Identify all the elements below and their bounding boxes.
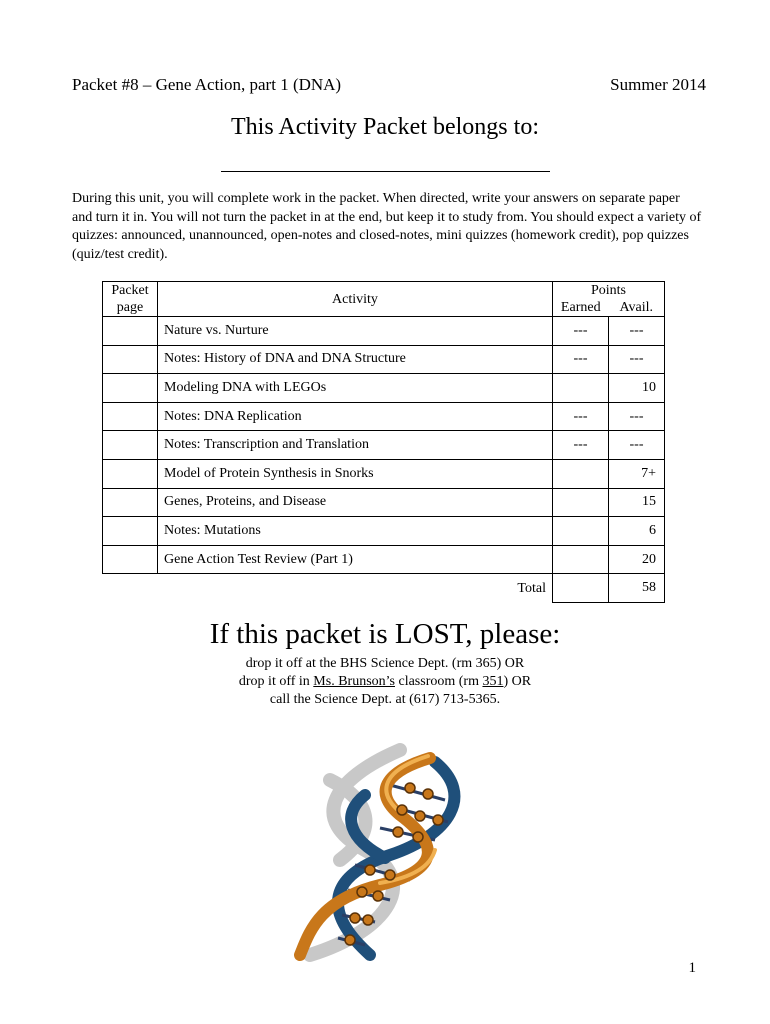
packet-page-cell[interactable] [103, 459, 158, 488]
activity-name: Model of Protein Synthesis in Snorks [158, 459, 553, 488]
dna-double-helix-icon [270, 740, 500, 980]
activity-name: Notes: Transcription and Translation [158, 431, 553, 460]
activity-name: Genes, Proteins, and Disease [158, 488, 553, 517]
teacher-name: Ms. Brunson’s [313, 674, 395, 689]
header-packet-title: Packet #8 – Gene Action, part 1 (DNA) [72, 75, 342, 94]
lost-line-2-mid: classroom (rm [394, 674, 483, 689]
activity-header: Activity [158, 282, 553, 317]
activity-name: Nature vs. Nurture [158, 317, 553, 346]
room-number: 351 [482, 674, 504, 689]
lost-line-2-post: ) OR [503, 674, 532, 689]
lost-title: If this packet is LOST, please: [209, 618, 561, 650]
intro-paragraph: During this unit, you will complete work in the packet. When directed, write your answers on separate paper and turn it in. You will not turn the packet in at the end, but keep it to study from. You should expect a variety of quizzes: announced, unannounced, open-notes and closed-notes, mini quizzes (homework credit), pop quizzes (quiz/test credit). [72, 191, 702, 262]
activity-row [103, 345, 665, 374]
packet-page-header-line1: Packet [111, 283, 149, 298]
packet-page-cell[interactable] [103, 345, 158, 374]
total-avail: 58 [609, 574, 665, 603]
lost-line-2 [0, 673, 770, 691]
earned-points[interactable] [553, 545, 609, 574]
total-row [103, 574, 665, 603]
available-points: 15 [609, 488, 665, 517]
earned-points: --- [553, 402, 609, 431]
packet-page-header-line2: page [116, 300, 144, 315]
available-points: --- [609, 402, 665, 431]
activity-name: Notes: History of DNA and DNA Structure [158, 345, 553, 374]
activity-row [103, 545, 665, 574]
points-header: Points [553, 282, 665, 300]
packet-page-cell[interactable] [103, 545, 158, 574]
earned-header: Earned [553, 299, 609, 317]
owner-name-line [221, 171, 550, 172]
activity-row [103, 374, 665, 403]
available-points: 7+ [609, 459, 665, 488]
page-number: 1 [688, 960, 696, 976]
packet-page-header [103, 282, 158, 317]
lost-line-2-pre: drop it off in [238, 674, 314, 689]
earned-points: --- [553, 345, 609, 374]
total-spacer [103, 574, 158, 603]
earned-points: --- [553, 431, 609, 460]
available-points: --- [609, 345, 665, 374]
activity-name: Notes: Mutations [158, 517, 553, 546]
available-points: --- [609, 317, 665, 346]
earned-points[interactable] [553, 488, 609, 517]
activity-row [103, 402, 665, 431]
packet-page-cell[interactable] [103, 488, 158, 517]
activity-name: Notes: DNA Replication [158, 402, 553, 431]
packet-page-cell[interactable] [103, 402, 158, 431]
available-points: 10 [609, 374, 665, 403]
activity-row [103, 517, 665, 546]
packet-page-cell[interactable] [103, 374, 158, 403]
page-title: This Activity Packet belongs to: [231, 114, 539, 140]
lost-line-1: drop it off at the BHS Science Dept. (rm 365) OR [245, 656, 525, 671]
available-points: --- [609, 431, 665, 460]
packet-page-cell[interactable] [103, 317, 158, 346]
activity-row [103, 431, 665, 460]
activity-row [103, 488, 665, 517]
activity-table [102, 281, 665, 603]
avail-header: Avail. [609, 299, 665, 317]
total-earned[interactable] [553, 574, 609, 603]
activity-name: Modeling DNA with LEGOs [158, 374, 553, 403]
available-points: 6 [609, 517, 665, 546]
lost-instructions [0, 655, 770, 709]
earned-points[interactable] [553, 374, 609, 403]
earned-points: --- [553, 317, 609, 346]
total-label: Total [517, 580, 546, 596]
available-points: 20 [609, 545, 665, 574]
header-term: Summer 2014 [610, 75, 706, 94]
packet-page-cell[interactable] [103, 517, 158, 546]
activity-row [103, 317, 665, 346]
activity-row [103, 459, 665, 488]
packet-page-cell[interactable] [103, 431, 158, 460]
activity-name: Gene Action Test Review (Part 1) [158, 545, 553, 574]
earned-points[interactable] [553, 459, 609, 488]
lost-line-3: call the Science Dept. at (617) 713-5365. [269, 692, 501, 707]
earned-points[interactable] [553, 517, 609, 546]
